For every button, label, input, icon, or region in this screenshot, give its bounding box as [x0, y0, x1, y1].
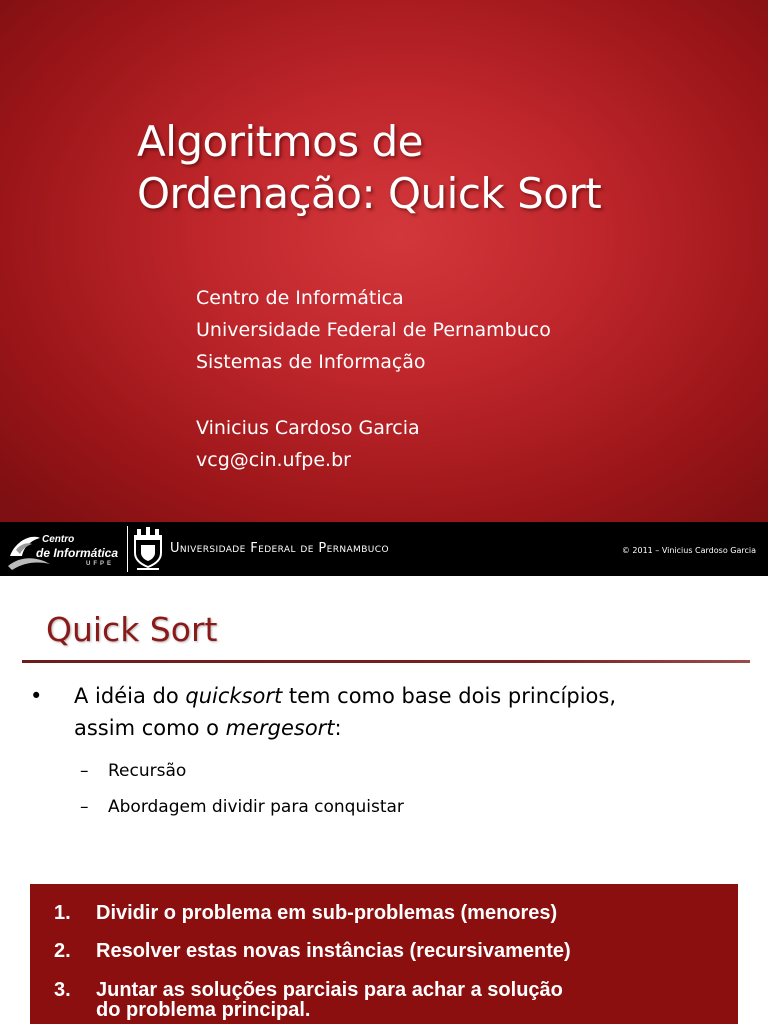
- institution-university: Universidade Federal de Pernambuco: [196, 319, 551, 341]
- footer-divider: [127, 526, 128, 572]
- step-text: Resolver estas novas instâncias (recursivamente): [96, 940, 571, 962]
- bullet-line-1: A idéia do quicksort tem como base dois princípios,: [74, 684, 617, 708]
- step-text: Juntar as soluções parciais para achar a solução do problema principal.: [96, 979, 563, 1021]
- bullet-line-2: assim como o mergesort:: [74, 716, 342, 740]
- ufpe-crest-icon: [131, 527, 165, 571]
- author-info: [196, 282, 551, 476]
- author-name: Vinicius Cardoso Garcia: [196, 417, 420, 439]
- title-underline: [22, 660, 750, 663]
- cin-logo: [6, 526, 124, 572]
- course-name: Sistemas de Informação: [196, 351, 426, 373]
- title-line-1: Algoritmos de: [137, 117, 424, 166]
- sub-bullet-marker: –: [80, 797, 89, 817]
- copyright-notice: © 2011 – Vinicius Cardoso Garcia: [621, 546, 756, 555]
- bullet-marker: •: [30, 684, 43, 708]
- sub-bullet-text: Abordagem dividir para conquistar: [108, 797, 404, 817]
- content-slide: [0, 576, 768, 1024]
- institution-center: Centro de Informática: [196, 287, 404, 309]
- sub-bullet: [80, 759, 186, 783]
- cin-logo-line-2: de Informática: [36, 546, 119, 560]
- footer-bar: [0, 522, 768, 576]
- steps-box: [30, 884, 738, 1024]
- slide-title: Quick Sort: [46, 610, 218, 649]
- cin-logo-line-3: UFPE: [86, 561, 115, 567]
- cin-logo-line-1: Centro: [42, 534, 75, 545]
- sub-bullet-text: Recursão: [108, 761, 187, 781]
- title-line-2: Ordenação: Quick Sort: [137, 169, 602, 218]
- step-number: 1.: [54, 902, 71, 924]
- mergesort-term: mergesort: [225, 716, 335, 740]
- university-name: Universidade Federal de Pernambuco: [170, 541, 389, 556]
- step-text: Dividir o problema em sub-problemas (menores): [96, 902, 558, 924]
- sub-bullet-marker: –: [80, 761, 89, 781]
- step-number: 3.: [54, 979, 71, 1001]
- author-email: vcg@cin.ufpe.br: [196, 449, 351, 471]
- sub-bullet: [80, 795, 404, 819]
- bullet-text: [74, 680, 734, 744]
- step-number: 2.: [54, 940, 71, 962]
- presentation-title: [137, 116, 757, 220]
- quicksort-term: quicksort: [185, 684, 283, 708]
